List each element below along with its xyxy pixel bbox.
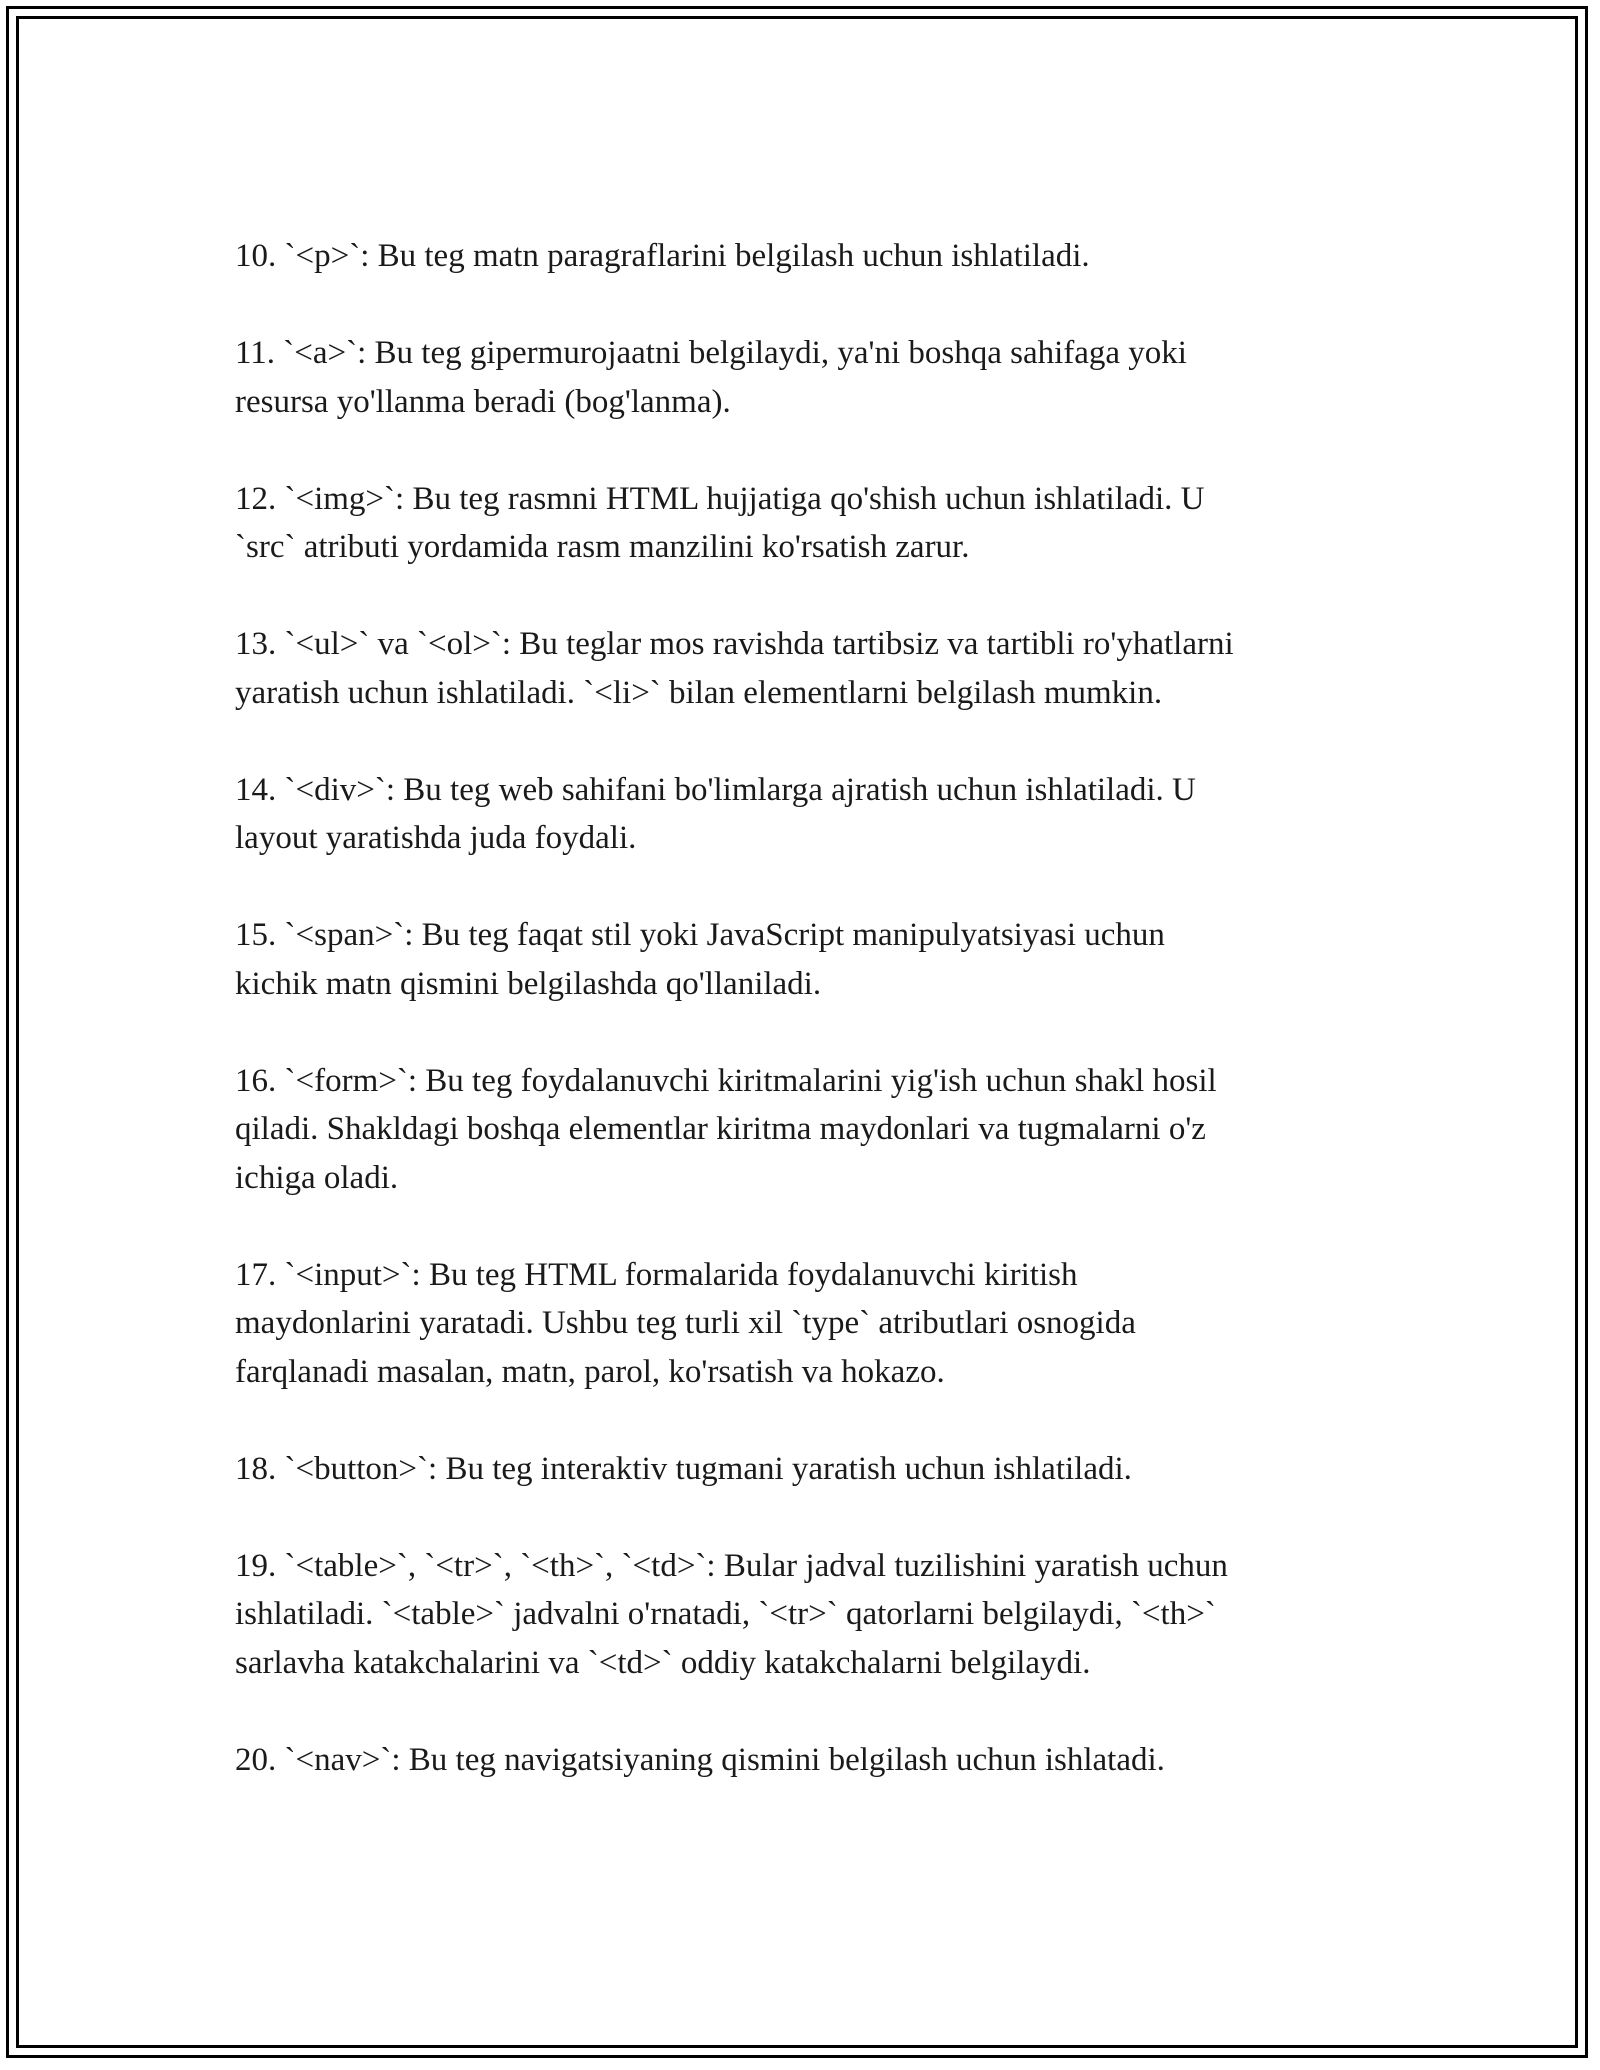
item-line: 14. `<div>`: Bu teg web sahifani bo'limlarga ajratish uchun ishlatiladi. U — [235, 771, 1196, 808]
list-item-20 — [235, 1736, 1365, 1785]
list-item-19 — [235, 1542, 1365, 1688]
list-item-14 — [235, 766, 1365, 863]
item-line: 12. `<img>`: Bu teg rasmni HTML hujjatiga qo'shish uchun ishlatiladi. U — [235, 480, 1205, 517]
document-body — [235, 232, 1365, 1833]
item-line: qiladi. Shakldagi boshqa elementlar kiritma maydonlari va tugmalarni o'z — [235, 1111, 1206, 1147]
item-line: farqlanadi masalan, matn, parol, ko'rsatish va hokazo. — [235, 1353, 945, 1390]
item-line: `src` atributi yordamida rasm manzilini ko'rsatish zarur. — [235, 529, 970, 565]
item-line: 16. `<form>`: Bu teg foydalanuvchi kiritmalarini yig'ish uchun shakl hosil — [235, 1062, 1217, 1099]
list-item-11 — [235, 329, 1365, 426]
list-item-12 — [235, 475, 1365, 572]
item-line: 19. `<table>`, `<tr>`, `<th>`, `<td>`: Bular jadval tuzilishini yaratish uchun — [235, 1547, 1228, 1584]
list-item-13 — [235, 620, 1365, 717]
list-item-18 — [235, 1445, 1365, 1494]
item-line: ishlatiladi. `<table>` jadvalni o'rnatadi, `<tr>` qatorlarni belgilaydi, `<th>` — [235, 1596, 1216, 1632]
item-line: 11. `<a>`: Bu teg gipermurojaatni belgilaydi, ya'ni boshqa sahifaga yoki — [235, 335, 1187, 371]
item-line: yaratish uchun ishlatiladi. `<li>` bilan elementlarni belgilash mumkin. — [235, 674, 1163, 711]
item-line: maydonlarini yaratadi. Ushbu teg turli xil `type` atributlari osnogida — [235, 1305, 1136, 1341]
list-item-15 — [235, 911, 1365, 1008]
item-line: resursa yo'llanma beradi (bog'lanma). — [235, 383, 731, 420]
item-line: layout yaratishda juda foydali. — [235, 820, 637, 856]
list-item-10 — [235, 232, 1365, 281]
item-line: 10. `<p>`: Bu teg matn paragraflarini belgilash uchun ishlatiladi. — [235, 238, 1090, 274]
item-line: 13. `<ul>` va `<ol>`: Bu teglar mos ravishda tartibsiz va tartibli ro'yhatlarni — [235, 626, 1234, 662]
list-item-16 — [235, 1057, 1365, 1203]
list-item-17 — [235, 1251, 1365, 1397]
item-line: kichik matn qismini belgilashda qo'llaniladi. — [235, 965, 822, 1002]
item-line: 20. `<nav>`: Bu teg navigatsiyaning qismini belgilash uchun ishlatadi. — [235, 1741, 1165, 1778]
item-line: 17. `<input>`: Bu teg HTML formalarida foydalanuvchi kiritish — [235, 1256, 1078, 1293]
item-line: 18. `<button>`: Bu teg interaktiv tugmani yaratish uchun ishlatiladi. — [235, 1450, 1132, 1487]
item-line: sarlavha katakchalarini va `<td>` oddiy katakchalarni belgilaydi. — [235, 1644, 1091, 1681]
item-line: ichiga oladi. — [235, 1159, 399, 1196]
item-line: 15. `<span>`: Bu teg faqat stil yoki JavaScript manipulyatsiyasi uchun — [235, 917, 1165, 953]
